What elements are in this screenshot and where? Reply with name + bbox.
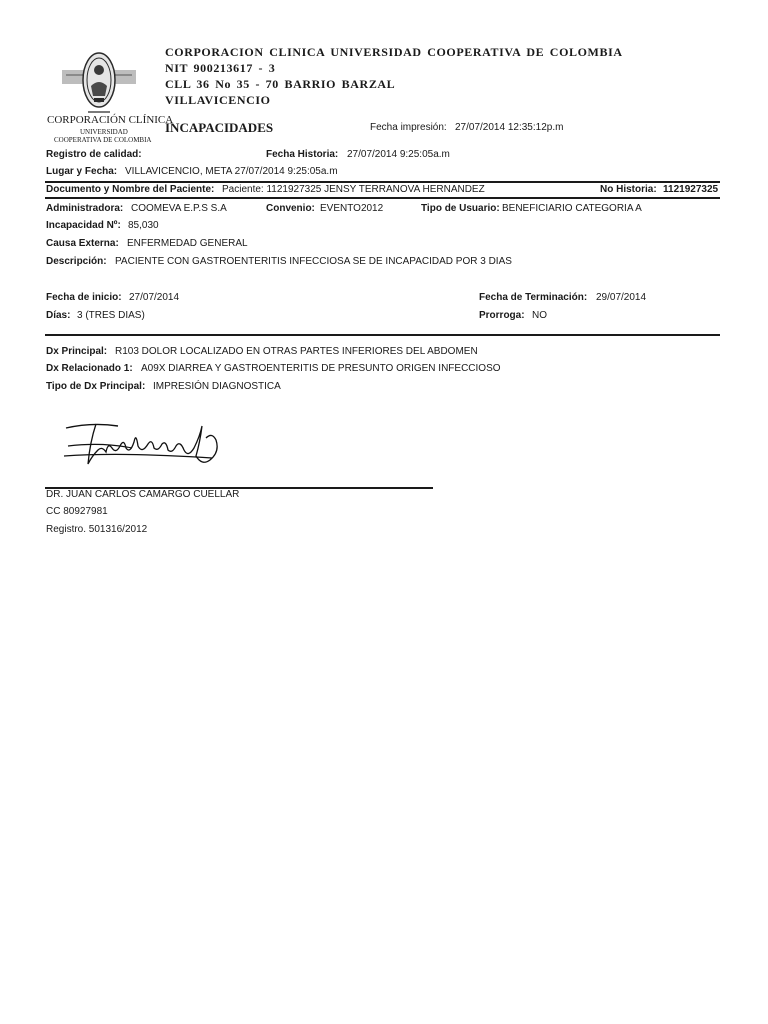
clinic-logo-icon: [58, 50, 140, 116]
incapacidad-label: Incapacidad Nº:: [46, 220, 121, 231]
fecha-historia-value: 27/07/2014 9:25:05a.m: [347, 149, 450, 160]
logo-text-university: UNIVERSIDAD: [80, 128, 128, 136]
fecha-terminacion-label: Fecha de Terminación:: [479, 292, 588, 303]
convenio-value: EVENTO2012: [320, 203, 384, 214]
logo-text-main: CORPORACIÓN CLÍNICA: [47, 114, 174, 126]
prorroga-value: NO: [532, 310, 547, 321]
tipo-usuario-label: Tipo de Usuario:: [421, 203, 500, 214]
prorroga-label: Prorroga:: [479, 310, 525, 321]
fecha-inicio-label: Fecha de inicio:: [46, 292, 122, 303]
incapacidad-value: 85,030: [128, 220, 159, 231]
convenio-label: Convenio:: [266, 203, 315, 214]
descripcion-label: Descripción:: [46, 256, 107, 267]
org-nit: NIT 900213617 - 3: [165, 61, 276, 75]
print-date-label: Fecha impresión:: [370, 122, 447, 133]
print-date-value: 27/07/2014 12:35:12p.m: [455, 122, 564, 133]
logo-text-cooperativa: COOPERATIVA DE COLOMBIA: [54, 136, 152, 144]
fecha-inicio-value: 27/07/2014: [129, 292, 180, 303]
document-title: INCAPACIDADES: [165, 120, 274, 135]
patient-bottom-rule: [45, 197, 720, 199]
patient-doc-label: Documento y Nombre del Paciente:: [46, 184, 215, 195]
dx-relacionado-value: A09X DIARREA Y GASTROENTERITIS DE PRESUNTO ORIGEN INFECCIOSO: [141, 363, 501, 374]
dias-label: Días:: [46, 310, 71, 321]
org-city: VILLAVICENCIO: [165, 93, 271, 107]
lugar-fecha-label: Lugar y Fecha:: [46, 166, 118, 177]
doctor-cc: CC 80927981: [46, 506, 108, 517]
fecha-historia-label: Fecha Historia:: [266, 149, 339, 160]
patient-doc-value: Paciente: 1121927325 JENSY TERRANOVA HERNANDEZ: [222, 184, 485, 195]
administradora-value: COOMEVA E.P.S S.A: [131, 203, 227, 214]
dates-bottom-rule: [45, 334, 720, 336]
doctor-name: DR. JUAN CARLOS CAMARGO CUELLAR: [46, 489, 240, 500]
doctor-registro: Registro. 501316/2012: [46, 524, 148, 535]
patient-top-rule: [45, 181, 720, 183]
dx-principal-value: R103 DOLOR LOCALIZADO EN OTRAS PARTES INFERIORES DEL ABDOMEN: [115, 346, 478, 357]
lugar-fecha-value: VILLAVICENCIO, META 27/07/2014 9:25:05a.m: [125, 166, 338, 177]
doctor-signature-icon: [62, 412, 227, 470]
historia-value: 1121927325: [663, 184, 719, 195]
tipo-dx-label: Tipo de Dx Principal:: [46, 381, 146, 392]
dx-principal-label: Dx Principal:: [46, 346, 108, 357]
org-name: CORPORACION CLINICA UNIVERSIDAD COOPERATIVA DE COLOMBIA: [165, 45, 623, 59]
descripcion-value: PACIENTE CON GASTROENTERITIS INFECCIOSA SE DE INCAPACIDAD POR 3 DIAS: [115, 256, 512, 267]
tipo-dx-value: IMPRESIÓN DIAGNOSTICA: [153, 381, 281, 392]
causa-externa-label: Causa Externa:: [46, 238, 119, 249]
dias-value: 3 (TRES DIAS): [77, 310, 145, 321]
administradora-label: Administradora:: [46, 203, 124, 214]
org-address: CLL 36 No 35 - 70 BARRIO BARZAL: [165, 77, 396, 91]
historia-label: No Historia:: [600, 184, 657, 195]
tipo-usuario-value: BENEFICIARIO CATEGORIA A: [502, 203, 642, 214]
fecha-terminacion-value: 29/07/2014: [596, 292, 647, 303]
registro-calidad-label: Registro de calidad:: [46, 149, 142, 160]
causa-externa-value: ENFERMEDAD GENERAL: [127, 238, 248, 249]
dx-relacionado-label: Dx Relacionado 1:: [46, 363, 133, 374]
